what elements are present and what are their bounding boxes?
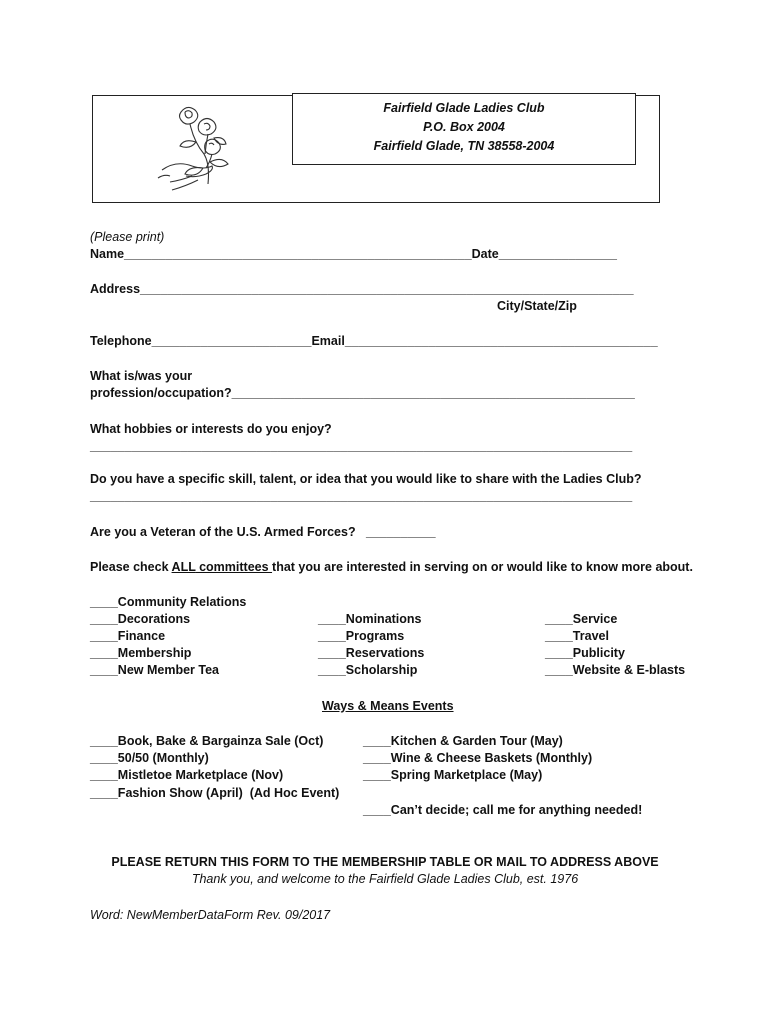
committee-new-member-tea[interactable]: ____New Member Tea: [90, 663, 219, 677]
occupation-field[interactable]: profession/occupation?__________________________________________________________: [90, 386, 635, 400]
committee-membership[interactable]: ____Membership: [90, 646, 192, 660]
committee-nominations[interactable]: ____Nominations: [318, 612, 422, 626]
city-state-zip-label: City/State/Zip: [497, 299, 577, 313]
committee-finance[interactable]: ____Finance: [90, 629, 166, 643]
occupation-question: What is/was your: [90, 369, 193, 383]
event-wine-cheese-baskets[interactable]: ____Wine & Cheese Baskets (Monthly): [363, 751, 593, 765]
hobbies-question: What hobbies or interests do you enjoy?: [90, 422, 332, 436]
committee-programs[interactable]: ____Programs: [318, 629, 405, 643]
veteran-question[interactable]: Are you a Veteran of the U.S. Armed Forces? __________: [90, 525, 436, 539]
po-box: P.O. Box 2004: [423, 120, 505, 134]
name-date-field[interactable]: Name__________________________________________________Date_________________: [90, 247, 617, 261]
committee-scholarship[interactable]: ____Scholarship: [318, 663, 418, 677]
committees-pre: Please check: [90, 560, 172, 574]
telephone-email-field[interactable]: Telephone_______________________Email_____________________________________________: [90, 334, 658, 348]
committee-reservations[interactable]: ____Reservations: [318, 646, 425, 660]
committee-service[interactable]: ____Service: [545, 612, 618, 626]
rose-hand-icon: [148, 98, 248, 198]
ways-means-title: Ways & Means Events: [322, 699, 454, 713]
city-address: Fairfield Glade, TN 38558-2004: [373, 139, 555, 153]
committee-decorations[interactable]: ____Decorations: [90, 612, 191, 626]
event-50-50[interactable]: ____50/50 (Monthly): [90, 751, 209, 765]
committee-travel[interactable]: ____Travel: [545, 629, 609, 643]
event-mistletoe-marketplace[interactable]: ____Mistletoe Marketplace (Nov): [90, 768, 284, 782]
committee-community-relations[interactable]: ____Community Relations: [90, 595, 247, 609]
please-print-note: (Please print): [90, 230, 165, 244]
header-address-box: [292, 93, 636, 165]
committees-post: that you are interested in serving on or would like to know more about.: [272, 560, 693, 574]
event-fashion-show[interactable]: ____Fashion Show (April) (Ad Hoc Event): [90, 786, 340, 800]
club-name: Fairfield Glade Ladies Club: [383, 101, 545, 115]
committees-instruction: [90, 559, 693, 575]
event-spring-marketplace[interactable]: ____Spring Marketplace (May): [363, 768, 543, 782]
event-kitchen-garden-tour[interactable]: ____Kitchen & Garden Tour (May): [363, 734, 563, 748]
skill-question: Do you have a specific skill, talent, or idea that you would like to share with the Ladies Club?: [90, 472, 642, 486]
hobbies-field[interactable]: ______________________________________________________________________________: [90, 439, 633, 453]
thank-you-note: Thank you, and welcome to the Fairfield Glade Ladies Club, est. 1976: [191, 872, 579, 886]
committee-website-eblasts[interactable]: ____Website & E-blasts: [545, 663, 686, 677]
committees-mid: committees: [195, 560, 273, 574]
event-book-bake-sale[interactable]: ____Book, Bake & Bargainza Sale (Oct): [90, 734, 324, 748]
event-cant-decide[interactable]: ____Can’t decide; call me for anything needed!: [363, 803, 643, 817]
return-instructions: PLEASE RETURN THIS FORM TO THE MEMBERSHIP TABLE OR MAIL TO ADDRESS ABOVE: [111, 855, 659, 869]
committees-all: ALL: [171, 560, 196, 574]
address-field[interactable]: Address_______________________________________________________________________: [90, 282, 634, 296]
committee-publicity[interactable]: ____Publicity: [545, 646, 625, 660]
revision-note: Word: NewMemberDataForm Rev. 09/2017: [90, 908, 331, 922]
skill-field[interactable]: ______________________________________________________________________________: [90, 489, 633, 503]
